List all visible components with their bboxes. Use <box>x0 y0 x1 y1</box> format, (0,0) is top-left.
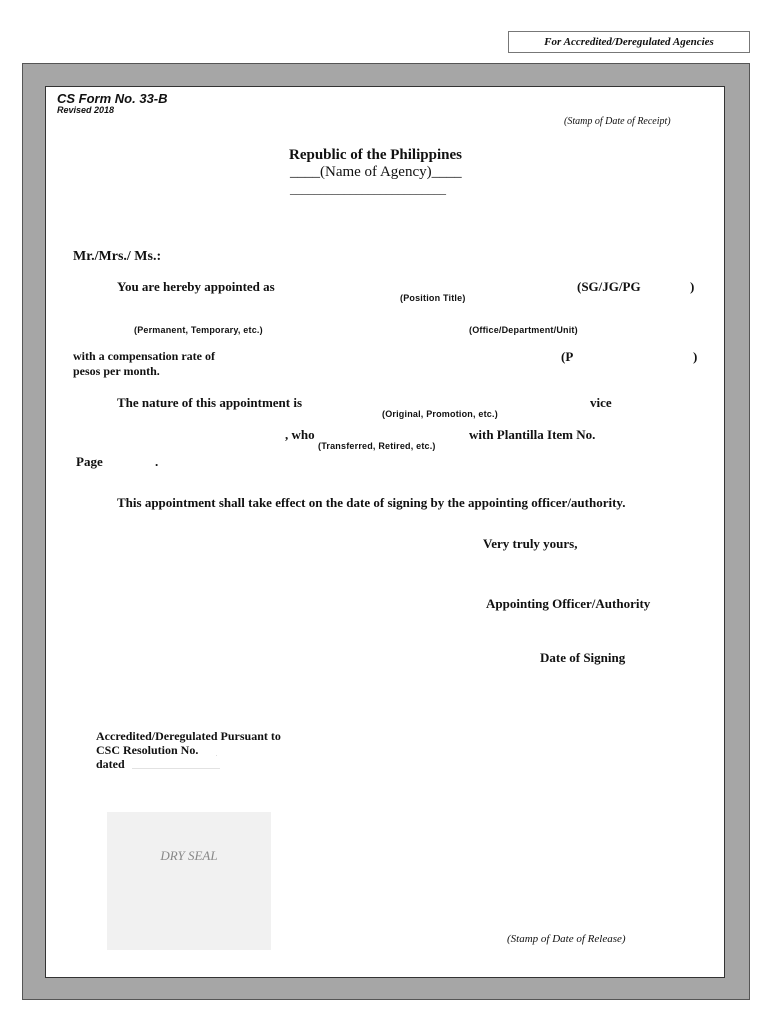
stamp-release-label: (Stamp of Date of Release) <box>507 933 626 945</box>
appointing-officer-clip <box>486 596 666 611</box>
dry-seal-label: DRY SEAL <box>160 848 218 863</box>
effectivity-text: This appointment shall take effect on the date of signing by the appointing officer/authority. <box>117 495 626 510</box>
nature-hint-clip <box>382 411 532 420</box>
nature-hint: (Original, Promotion, etc.) <box>382 409 498 419</box>
peso-close: ) <box>693 349 698 364</box>
plantilla-label: with Plantilla Item No. <box>469 427 596 442</box>
position-title-hint-clip <box>400 295 500 304</box>
salutation: Mr./Mrs./ Ms.: <box>73 249 162 264</box>
salary-grade-label: (SG/JG/PG <box>577 279 641 294</box>
status-hint: (Permanent, Temporary, etc.) <box>134 325 263 335</box>
salary-grade-close: ) <box>690 279 695 294</box>
stamp-receipt-label: (Stamp of Date of Receipt) <box>564 116 671 127</box>
accreditation-line3: dated <box>96 757 125 771</box>
page-dot: . <box>155 454 159 469</box>
peso-label: (P <box>561 349 574 364</box>
office-hint-clip <box>469 327 619 336</box>
agency-type-tag: For Accredited/Deregulated Agencies <box>508 31 750 53</box>
page-label: Page <box>76 454 103 469</box>
date-of-signing-clip <box>540 650 630 665</box>
republic-title: Republic of the Philippines <box>289 147 462 163</box>
nature-text: The nature of this appointment is <box>117 395 303 410</box>
date-of-signing-label: Date of Signing <box>540 650 626 665</box>
appointing-officer-label: Appointing Officer/Authority <box>486 596 651 611</box>
dated-field[interactable] <box>132 768 220 769</box>
agency-extra-line: __________________________ <box>290 182 446 196</box>
accreditation-line1: Accredited/Deregulated Pursuant to <box>96 729 281 743</box>
who-text: , who <box>285 427 315 442</box>
closing-text: Very truly yours, <box>483 536 578 551</box>
position-title-hint: (Position Title) <box>400 293 466 303</box>
resolution-no-field[interactable] <box>216 755 217 756</box>
form-revision: Revised 2018 <box>57 105 115 115</box>
form-number: CS Form No. 33-B <box>57 91 168 106</box>
vice-label: vice <box>590 395 612 410</box>
office-hint: (Office/Department/Unit) <box>469 325 578 335</box>
agency-name-field[interactable]: ____(Name of Agency)____ <box>290 164 462 180</box>
compensation-text: with a compensation rate of <box>73 349 215 363</box>
who-hint: (Transferred, Retired, etc.) <box>318 441 436 451</box>
dry-seal-area <box>107 812 271 950</box>
accreditation-line2: CSC Resolution No. <box>96 743 199 757</box>
who-hint-clip <box>318 443 468 452</box>
pesos-per-month: pesos per month. <box>73 364 160 378</box>
status-hint-clip <box>134 327 304 336</box>
appointed-as-text: You are hereby appointed as <box>117 279 275 294</box>
